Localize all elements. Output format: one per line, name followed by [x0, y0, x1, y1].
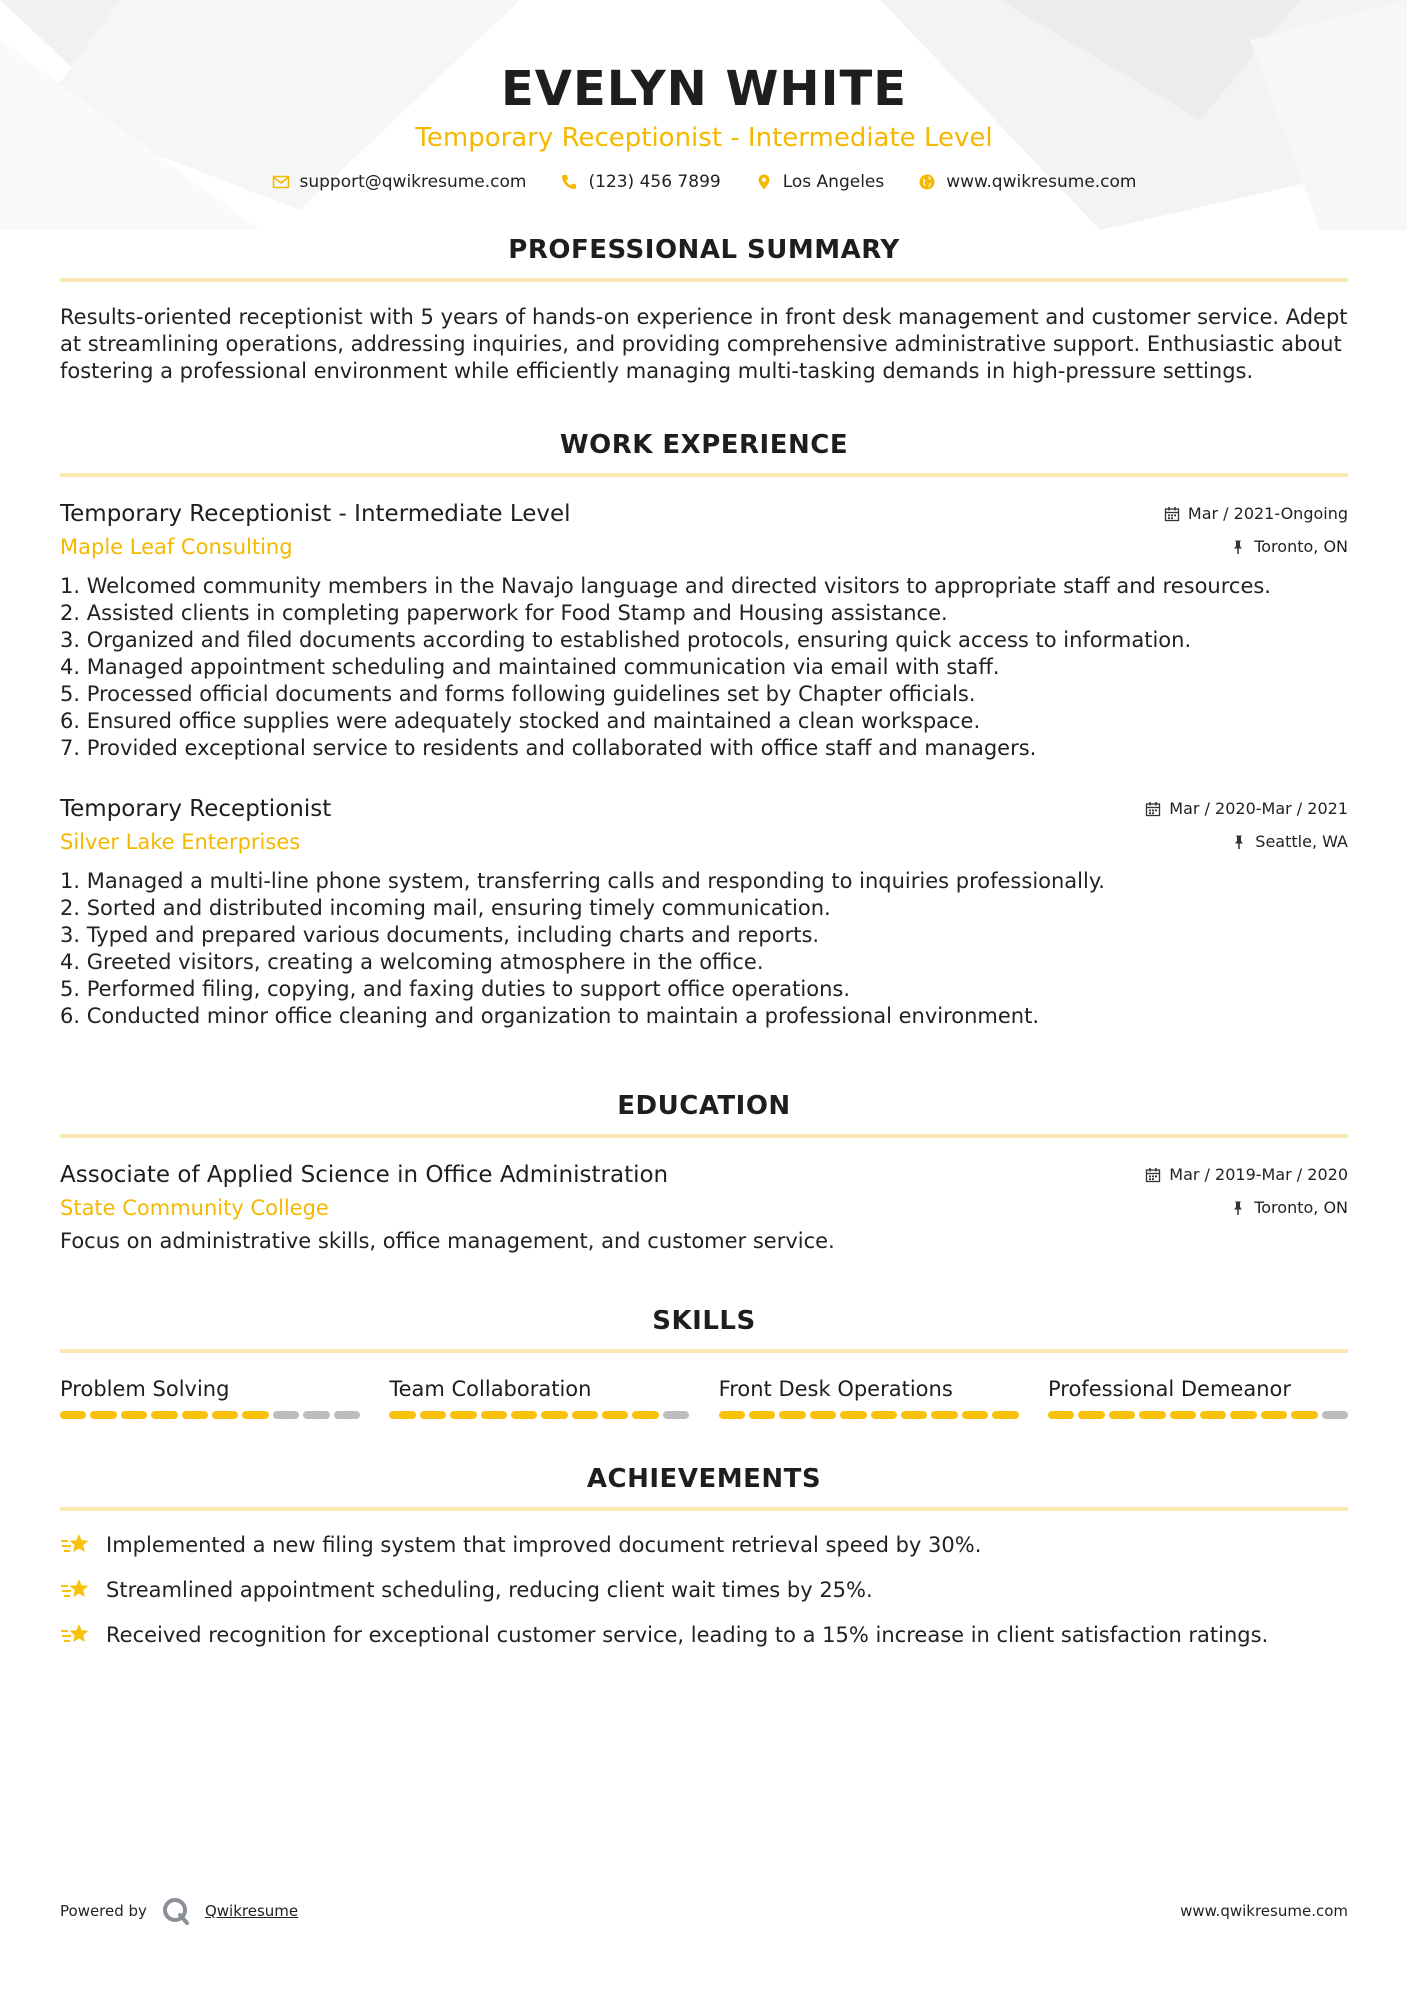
skill-segment-filled	[931, 1411, 957, 1419]
achievements-heading: ACHIEVEMENTS	[586, 1464, 822, 1494]
job-location: Seattle, WA	[1255, 832, 1348, 851]
shooting-star-icon	[60, 1621, 92, 1649]
list-item: 2. Sorted and distributed incoming mail, ensuring timely communication.	[60, 896, 831, 920]
skill-item	[719, 1375, 1019, 1419]
skill-segment-filled	[151, 1411, 177, 1419]
job-header	[60, 794, 1348, 856]
skill-segment-filled	[1261, 1411, 1287, 1419]
skill-segment-filled	[90, 1411, 116, 1419]
skill-segment-empty	[663, 1411, 689, 1419]
skill-segment-filled	[871, 1411, 897, 1419]
globe-icon	[918, 173, 936, 191]
skill-segment-filled	[901, 1411, 927, 1419]
contact-website-text: www.qwikresume.com	[946, 172, 1137, 192]
summary-section	[60, 234, 1348, 385]
pushpin-icon	[1230, 539, 1246, 555]
calendar-icon	[1145, 1167, 1161, 1183]
skill-segment-empty	[303, 1411, 329, 1419]
section-divider	[60, 1349, 1348, 1353]
skill-level-bar	[1048, 1411, 1348, 1419]
skill-segment-filled	[450, 1411, 476, 1419]
job-meta	[1164, 499, 1348, 557]
skill-level-bar	[719, 1411, 1019, 1419]
company-name: Silver Lake Enterprises	[60, 830, 301, 854]
footer-website-link[interactable]: www.qwikresume.com	[1180, 1902, 1348, 1920]
skill-name: Problem Solving	[60, 1377, 230, 1401]
skill-segment-filled	[1109, 1411, 1135, 1419]
candidate-name: EVELYN WHITE	[501, 61, 907, 117]
skill-segment-filled	[1078, 1411, 1104, 1419]
education-entry	[60, 1160, 1348, 1255]
achievement-text: Received recognition for exceptional customer service, leading to a 15% increase in client satisfaction ratings.	[106, 1622, 1269, 1647]
skill-item	[60, 1375, 360, 1419]
list-item: 6. Conducted minor office cleaning and organization to maintain a professional environment.	[60, 1004, 1040, 1028]
education-heading: EDUCATION	[617, 1091, 791, 1121]
skill-segment-filled	[541, 1411, 567, 1419]
achievements-list	[60, 1531, 1348, 1649]
experience-heading: WORK EXPERIENCE	[559, 430, 849, 460]
skill-segment-filled	[511, 1411, 537, 1419]
shooting-star-icon	[60, 1576, 92, 1604]
skill-name: Front Desk Operations	[718, 1377, 953, 1401]
education-header	[60, 1160, 1348, 1222]
job-entry	[60, 794, 1348, 1030]
contact-phone[interactable]	[560, 172, 720, 192]
education-meta	[1145, 1160, 1348, 1218]
job-bullets	[60, 573, 1348, 762]
skill-item	[1048, 1375, 1348, 1419]
candidate-role: Temporary Receptionist - Intermediate Level	[415, 123, 993, 153]
section-divider	[60, 278, 1348, 282]
skill-segment-filled	[1230, 1411, 1256, 1419]
list-item: 5. Processed official documents and forms following guidelines set by Chapter officials.	[60, 682, 976, 706]
pushpin-icon	[1230, 1200, 1246, 1216]
powered-by-label: Powered by	[60, 1902, 147, 1920]
qwikresume-logo-icon	[161, 1896, 191, 1926]
pushpin-icon	[1231, 834, 1247, 850]
skill-segment-filled	[182, 1411, 208, 1419]
skill-segment-filled	[962, 1411, 988, 1419]
list-item: 7. Provided exceptional service to residents and collaborated with office staff and managers.	[60, 736, 1037, 760]
job-header	[60, 499, 1348, 561]
list-item: 4. Greeted visitors, creating a welcoming atmosphere in the office.	[60, 950, 764, 974]
contact-email[interactable]	[272, 172, 527, 192]
summary-heading: PROFESSIONAL SUMMARY	[508, 235, 900, 265]
contact-website[interactable]	[918, 172, 1136, 192]
skill-segment-filled	[810, 1411, 836, 1419]
skills-heading: SKILLS	[652, 1306, 756, 1336]
list-item: 1. Welcomed community members in the Navajo language and directed visitors to appropriate staff and resources.	[60, 574, 1271, 598]
powered-by	[60, 1896, 298, 1926]
education-description: Focus on administrative skills, office management, and customer service.	[60, 1229, 835, 1253]
skill-segment-filled	[121, 1411, 147, 1419]
skill-segment-filled	[840, 1411, 866, 1419]
skill-segment-filled	[242, 1411, 268, 1419]
contact-location	[755, 172, 885, 192]
education-dates: Mar / 2019-Mar / 2020	[1169, 1165, 1348, 1184]
achievements-section	[60, 1463, 1348, 1649]
skill-segment-filled	[1139, 1411, 1165, 1419]
contact-email-text: support@qwikresume.com	[299, 172, 527, 192]
job-bullets	[60, 868, 1348, 1030]
skill-segment-filled	[389, 1411, 415, 1419]
skill-segment-empty	[1322, 1411, 1348, 1419]
school-name: State Community College	[60, 1196, 329, 1220]
page-footer	[60, 1896, 1348, 1926]
education-section	[60, 1090, 1348, 1255]
job-meta	[1145, 794, 1348, 852]
experience-section	[60, 429, 1348, 1030]
contact-phone-text: (123) 456 7899	[588, 172, 721, 192]
contact-location-text: Los Angeles	[782, 172, 885, 192]
list-item: 3. Typed and prepared various documents, including charts and reports.	[60, 923, 820, 947]
skill-item	[389, 1375, 689, 1419]
summary-text: Results-oriented receptionist with 5 years of hands-on experience in front desk management and customer service. Adept at streamlining operations, addressing inquiries, and providing comprehensive administrative support. Enthusiastic about fostering a professional environment while efficiently managing multi-tasking demands in high-pressure settings.	[60, 305, 1348, 383]
skill-segment-empty	[334, 1411, 360, 1419]
degree-title: Associate of Applied Science in Office Administration	[60, 1162, 669, 1188]
achievement-item	[60, 1576, 1348, 1604]
achievement-item	[60, 1621, 1348, 1649]
list-item: 3. Organized and filed documents according to established protocols, ensuring quick access to information.	[60, 628, 1192, 652]
skill-segment-filled	[602, 1411, 628, 1419]
skill-segment-empty	[273, 1411, 299, 1419]
phone-icon	[560, 173, 578, 191]
skill-segment-filled	[632, 1411, 658, 1419]
resume-header	[60, 0, 1348, 192]
skill-segment-filled	[749, 1411, 775, 1419]
brand-link[interactable]: Qwikresume	[204, 1902, 299, 1920]
achievement-item	[60, 1531, 1348, 1559]
calendar-icon	[1164, 506, 1180, 522]
skill-level-bar	[389, 1411, 689, 1419]
education-location: Toronto, ON	[1254, 1198, 1348, 1217]
map-pin-icon	[755, 173, 773, 191]
skill-segment-filled	[1048, 1411, 1074, 1419]
skill-segment-filled	[212, 1411, 238, 1419]
list-item: 6. Ensured office supplies were adequately stocked and maintained a clean workspace.	[60, 709, 981, 733]
company-name: Maple Leaf Consulting	[60, 535, 293, 559]
envelope-icon	[272, 173, 290, 191]
calendar-icon	[1145, 801, 1161, 817]
contact-bar	[60, 172, 1348, 192]
skills-section	[60, 1305, 1348, 1419]
skill-name: Professional Demeanor	[1047, 1377, 1291, 1401]
job-dates: Mar / 2021-Ongoing	[1187, 504, 1348, 523]
list-item: 5. Performed filing, copying, and faxing duties to support office operations.	[60, 977, 850, 1001]
achievement-text: Implemented a new filing system that improved document retrieval speed by 30%.	[106, 1532, 982, 1557]
skill-segment-filled	[1200, 1411, 1226, 1419]
skill-segment-filled	[779, 1411, 805, 1419]
list-item: 1. Managed a multi-line phone system, transferring calls and responding to inquiries professionally.	[60, 869, 1105, 893]
skill-segment-filled	[992, 1411, 1018, 1419]
skill-segment-filled	[572, 1411, 598, 1419]
skill-segment-filled	[719, 1411, 745, 1419]
skills-list	[60, 1375, 1348, 1419]
skill-segment-filled	[481, 1411, 507, 1419]
list-item: 4. Managed appointment scheduling and maintained communication via email with staff.	[60, 655, 1000, 679]
job-entry	[60, 499, 1348, 762]
job-title: Temporary Receptionist - Intermediate Level	[60, 501, 571, 527]
skill-segment-filled	[1170, 1411, 1196, 1419]
skill-segment-filled	[60, 1411, 86, 1419]
skill-name: Team Collaboration	[389, 1377, 592, 1401]
section-divider	[60, 1507, 1348, 1511]
shooting-star-icon	[60, 1531, 92, 1559]
section-divider	[60, 1134, 1348, 1138]
job-title: Temporary Receptionist	[60, 796, 332, 822]
list-item: 2. Assisted clients in completing paperwork for Food Stamp and Housing assistance.	[60, 601, 948, 625]
skill-segment-filled	[1291, 1411, 1317, 1419]
skill-level-bar	[60, 1411, 360, 1419]
section-divider	[60, 473, 1348, 477]
achievement-text: Streamlined appointment scheduling, reducing client wait times by 25%.	[106, 1577, 873, 1602]
job-dates: Mar / 2020-Mar / 2021	[1169, 799, 1348, 818]
skill-segment-filled	[420, 1411, 446, 1419]
job-location: Toronto, ON	[1254, 537, 1348, 556]
resume-page	[60, 0, 1348, 1666]
